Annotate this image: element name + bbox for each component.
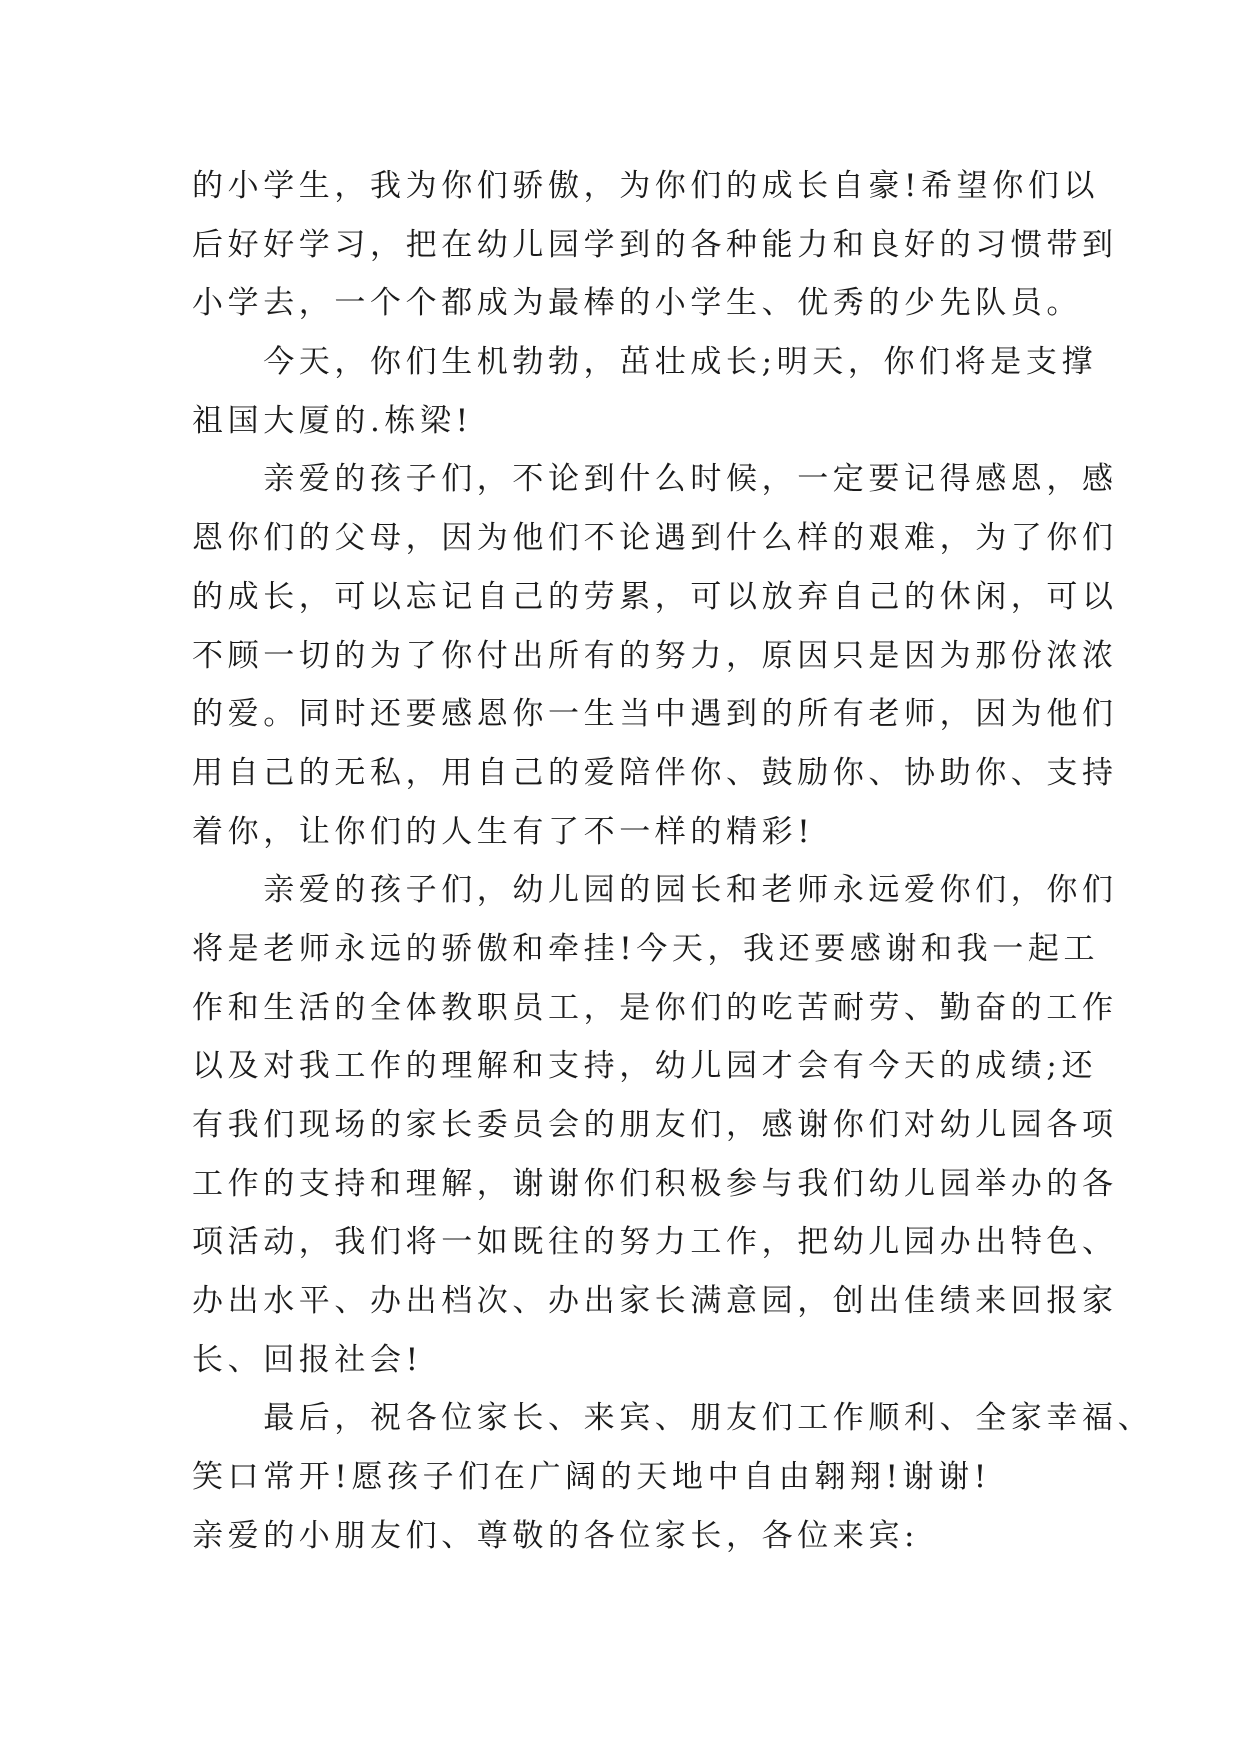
- text-line: 亲爱的孩子们，幼儿园的园长和老师永远爱你们，你们: [192, 872, 1118, 909]
- text-line: 长、回报社会!: [192, 1341, 423, 1378]
- text-line: 工作的支持和理解，谢谢你们积极参与我们幼儿园举办的各: [192, 1165, 1118, 1202]
- text-line: 祖国大厦的.栋梁!: [192, 402, 473, 439]
- text-line: 以及对我工作的理解和支持，幼儿园才会有今天的成绩;还: [192, 1048, 1098, 1085]
- text-line: 将是老师永远的骄傲和牵挂!今天，我还要感谢和我一起工: [192, 930, 1100, 967]
- text-line: 的小学生，我为你们骄傲，为你们的成长自豪!希望你们以: [192, 168, 1100, 204]
- text-line: 用自己的无私，用自己的爱陪伴你、鼓励你、协助你、支持: [192, 754, 1118, 791]
- text-line: 有我们现场的家长委员会的朋友们，感谢你们对幼儿园各项: [192, 1107, 1118, 1143]
- text-line: 亲爱的小朋友们、尊敬的各位家长，各位来宾:: [192, 1517, 920, 1554]
- text-line: 亲爱的孩子们，不论到什么时候，一定要记得感恩，感: [192, 461, 1118, 498]
- text-line: 恩你们的父母，因为他们不论遇到什么样的艰难，为了你们: [192, 520, 1118, 557]
- body-text: [192, 157, 1154, 1566]
- text-line: 的成长，可以忘记自己的劳累，可以放弃自己的休闲，可以: [192, 578, 1118, 615]
- text-line: 的爱。同时还要感恩你一生当中遇到的所有老师，因为他们: [192, 696, 1118, 733]
- text-line: 今天，你们生机勃勃，茁壮成长;明天，你们将是支撑: [192, 344, 1098, 381]
- text-line: 办出水平、办出档次、办出家长满意园，创出佳绩来回报家: [192, 1283, 1118, 1320]
- text-line: 作和生活的全体教职员工，是你们的吃苦耐劳、勤奋的工作: [192, 989, 1118, 1026]
- text-line: 最后，祝各位家长、来宾、朋友们工作顺利、全家幸福、: [192, 1400, 1154, 1437]
- text-line: 着你，让你们的人生有了不一样的精彩!: [192, 813, 815, 850]
- text-line: 项活动，我们将一如既往的努力工作，把幼儿园办出特色、: [192, 1224, 1118, 1261]
- text-line: 笑口常开!愿孩子们在广阔的天地中自由翱翔!谢谢!: [192, 1459, 991, 1496]
- text-line: 小学去，一个个都成为最棒的小学生、优秀的少先队员。: [192, 285, 1082, 322]
- text-line: 不顾一切的为了你付出所有的努力，原因只是因为那份浓浓: [192, 637, 1118, 674]
- text-line: 后好好学习，把在幼儿园学到的各种能力和良好的习惯带到: [192, 226, 1118, 263]
